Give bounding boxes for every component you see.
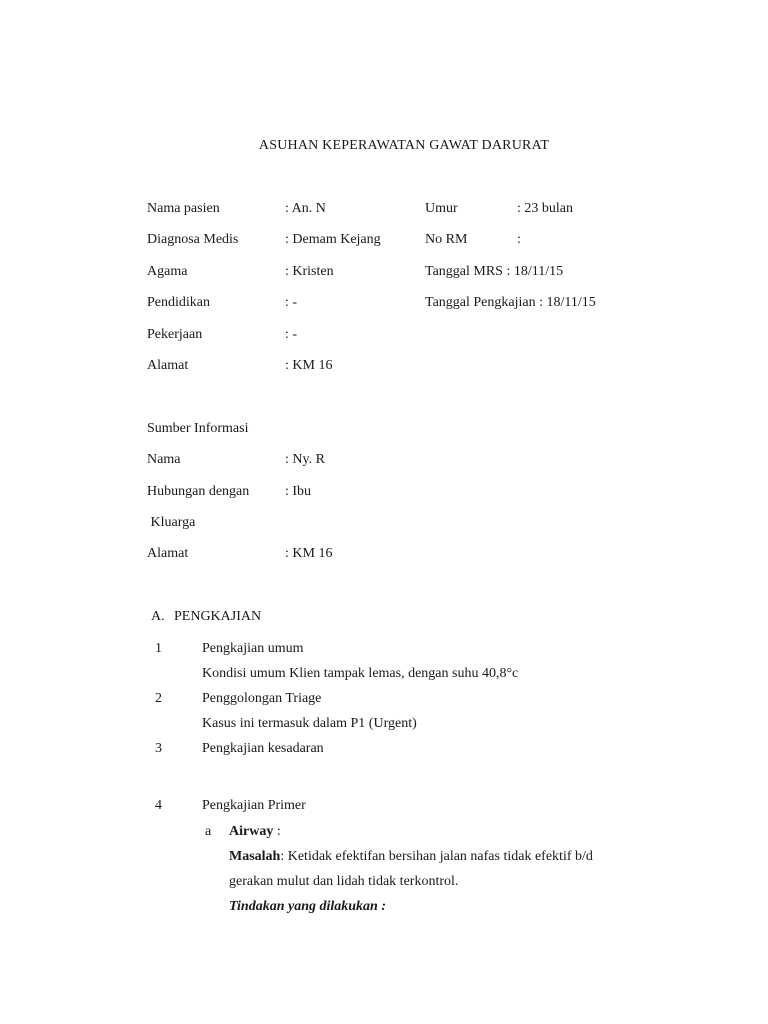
airway-letter: a <box>205 824 212 839</box>
item-2-detail: Kasus ini termasuk dalam P1 (Urgent) <box>202 716 417 731</box>
tindakan-label: Tindakan yang dilakukan : <box>229 899 387 914</box>
pendidikan-value: : - <box>285 295 298 310</box>
pendidikan-label: Pendidikan <box>147 295 210 310</box>
masalah-text-1: : Ketidak efektifan bersihan jalan nafas tidak efektif b/d <box>280 849 593 864</box>
masalah-line-1 <box>229 850 593 864</box>
item-3-title: Pengkajian kesadaran <box>202 741 324 756</box>
item-1-number: 1 <box>155 641 162 656</box>
nama-pasien-label: Nama pasien <box>147 201 220 216</box>
tanggal-mrs: Tanggal MRS : 18/11/15 <box>425 264 564 279</box>
no-rm-value: : <box>517 232 521 247</box>
masalah-label: Masalah <box>229 849 281 864</box>
airway-colon: : <box>273 824 281 839</box>
sumber-alamat-value: : KM 16 <box>285 546 333 561</box>
sumber-informasi-heading: Sumber Informasi <box>147 421 249 436</box>
item-1-detail: Kondisi umum Klien tampak lemas, dengan suhu 40,8°c <box>202 666 519 681</box>
item-2-title: Penggolongan Triage <box>202 691 322 706</box>
diagnosa-label: Diagnosa Medis <box>147 232 239 247</box>
umur-label: Umur <box>425 201 458 216</box>
document-title: ASUHAN KEPERAWATAN GAWAT DARURAT <box>258 138 550 153</box>
pekerjaan-value: : - <box>285 327 298 342</box>
hubungan-value: : Ibu <box>285 484 312 499</box>
diagnosa-value: : Demam Kejang <box>285 232 381 247</box>
nama-pasien-value: : An. N <box>285 201 326 216</box>
pekerjaan-label: Pekerjaan <box>147 327 203 342</box>
section-a-heading: PENGKAJIAN <box>174 609 262 624</box>
alamat-value: : KM 16 <box>285 358 333 373</box>
item-1-title: Pengkajian umum <box>202 641 304 656</box>
airway-line <box>229 825 281 839</box>
item-3-number: 3 <box>155 741 162 756</box>
airway-label: Airway <box>229 824 274 839</box>
section-a-letter: A. <box>151 609 165 624</box>
item-4-number: 4 <box>155 798 162 813</box>
keluarga-label: Kluarga <box>147 515 196 530</box>
tanggal-pengkajian: Tanggal Pengkajian : 18/11/15 <box>425 295 596 310</box>
sumber-nama-label: Nama <box>147 452 181 467</box>
item-2-number: 2 <box>155 691 162 706</box>
item-4-title: Pengkajian Primer <box>202 798 306 813</box>
masalah-line-2: gerakan mulut dan lidah tidak terkontrol. <box>229 874 459 889</box>
agama-label: Agama <box>147 264 188 279</box>
umur-value: : 23 bulan <box>517 201 573 216</box>
hubungan-label: Hubungan dengan <box>147 484 250 499</box>
sumber-alamat-label: Alamat <box>147 546 189 561</box>
agama-value: : Kristen <box>285 264 334 279</box>
no-rm-label: No RM <box>425 232 468 247</box>
sumber-nama-value: : Ny. R <box>285 452 325 467</box>
alamat-label: Alamat <box>147 358 189 373</box>
